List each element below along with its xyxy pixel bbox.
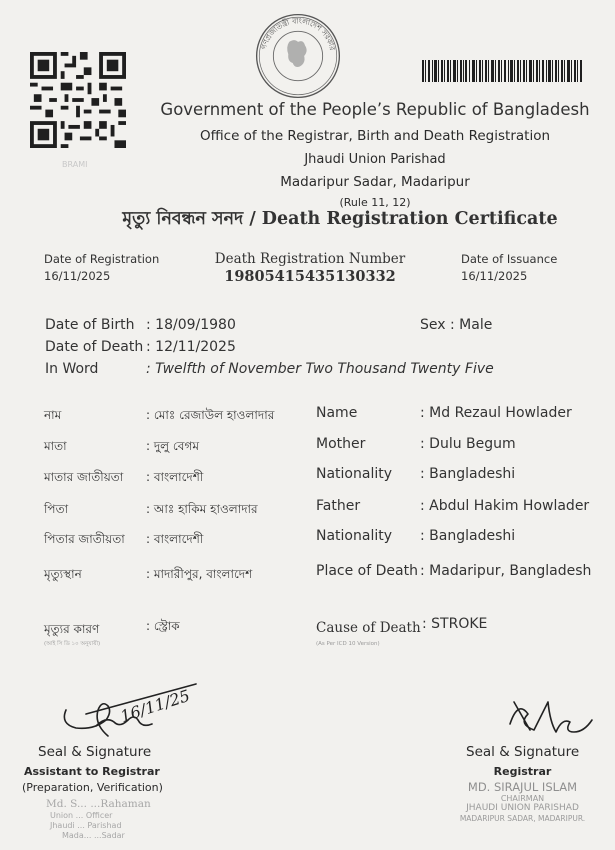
- registrar-title: Registrar: [493, 765, 552, 778]
- qr-code: [30, 52, 126, 148]
- left-seal-signature-label: Seal & Signature: [38, 744, 152, 760]
- bn-father-nationality-label: পিতার জাতীয়তা: [44, 532, 125, 546]
- faint-watermark-text: BRAMI: [62, 160, 88, 169]
- bn-father-label: পিতা: [44, 502, 69, 516]
- bn-name-label: নাম: [44, 408, 62, 422]
- assistant-stamp-line-2: Union ... Officer: [50, 811, 113, 820]
- bn-mother-nationality-label: মাতার জাতীয়তা: [44, 470, 124, 484]
- cause-of-death-value: : STROKE: [422, 616, 488, 632]
- bn-mother-value: : দুলু বেগম: [146, 439, 199, 453]
- place-of-death-label: Place of Death: [316, 563, 418, 579]
- mother-label: Mother: [316, 436, 366, 452]
- registrar-union: JHAUDI UNION PARISHAD: [466, 803, 579, 813]
- icd-note: (As Per ICD 10 Version): [316, 641, 380, 647]
- place-of-death-value: : Madaripur, Bangladesh: [420, 563, 592, 579]
- assistant-subtitle: (Preparation, Verification): [22, 781, 163, 794]
- registrar-name: MD. SIRAJUL ISLAM: [467, 780, 578, 794]
- name-value: : Md Rezaul Howlader: [420, 405, 572, 421]
- birth-date-label: Date of Birth: [45, 317, 135, 333]
- bn-cause-of-death-value: : স্ট্রোক: [146, 619, 180, 633]
- bn-place-of-death-value: : মাদারীপুর, বাংলাদেশ: [146, 567, 253, 581]
- cause-of-death-label: Cause of Death: [316, 620, 421, 636]
- mother-nationality-value: : Bangladeshi: [420, 466, 516, 482]
- bn-place-of-death-label: মৃত্যুস্থান: [44, 567, 82, 581]
- registration-date-value: 16/11/2025: [44, 269, 111, 283]
- assistant-title: Assistant to Registrar: [24, 765, 160, 778]
- bn-father-nationality-value: : বাংলাদেশী: [146, 532, 204, 546]
- right-seal-signature-label: Seal & Signature: [466, 744, 580, 760]
- assistant-stamp-line-1: Md. S... ...Rahaman: [46, 798, 151, 810]
- registration-number-label: Death Registration Number: [214, 251, 406, 267]
- office-heading: Office of the Registrar, Birth and Death Registration: [199, 128, 551, 144]
- in-word-label: In Word: [45, 361, 99, 377]
- bn-icd-note: (আই সি ডি ১০ অনুযায়ী): [44, 641, 101, 647]
- father-value: : Abdul Hakim Howlader: [420, 498, 590, 514]
- in-word-value: : Twelfth of November Two Thousand Twenty Five: [146, 361, 494, 377]
- government-heading: Government of the People’s Republic of Bangladesh: [160, 100, 590, 119]
- union-heading: Jhaudi Union Parishad: [304, 152, 446, 167]
- name-label: Name: [316, 405, 358, 421]
- father-nationality-label: Nationality: [316, 528, 393, 544]
- death-date-label: Date of Death: [45, 339, 144, 355]
- bn-mother-nationality-value: : বাংলাদেশী: [146, 470, 204, 484]
- location-heading: Madaripur Sadar, Madaripur: [280, 174, 470, 190]
- father-label: Father: [316, 498, 361, 514]
- registration-date-label: Date of Registration: [44, 252, 160, 266]
- certificate-title: মৃত্যু নিবন্ধন সনদ / Death Registration Certificate: [122, 209, 558, 229]
- sex-value: Sex : Male: [420, 317, 493, 333]
- bn-mother-label: মাতা: [44, 439, 67, 453]
- assistant-stamp-line-4: Mada... ...Sadar: [62, 831, 125, 840]
- issuance-date-value: 16/11/2025: [461, 269, 528, 283]
- registrar-signature: [500, 694, 600, 742]
- registrar-role: CHAIRMAN: [500, 794, 545, 803]
- mother-nationality-label: Nationality: [316, 466, 393, 482]
- barcode: [422, 60, 582, 82]
- death-date-value: : 12/11/2025: [146, 339, 236, 355]
- assistant-stamp-line-3: Jhaudi ... Parishad: [50, 821, 122, 830]
- rule-reference: (Rule 11, 12): [339, 196, 411, 209]
- bn-father-value: : আঃ হাকিম হাওলাদার: [146, 502, 258, 516]
- issuance-date-label: Date of Issuance: [461, 252, 558, 266]
- government-seal-icon: [254, 12, 342, 100]
- registration-number-value: 19805415435130332: [224, 268, 396, 285]
- seal-text: গণপ্রজাতন্ত্রী বাংলাদেশ সরকার: [259, 16, 338, 52]
- registrar-address: MADARIPUR SADAR, MADARIPUR.: [459, 814, 586, 823]
- father-nationality-value: : Bangladeshi: [420, 528, 516, 544]
- bn-cause-of-death-label: মৃত্যুর কারণ: [44, 622, 100, 636]
- mother-value: : Dulu Begum: [420, 436, 516, 452]
- bn-name-value: : মোঃ রেজাউল হাওলাদার: [146, 408, 275, 422]
- birth-date-value: : 18/09/1980: [146, 317, 236, 333]
- handwritten-date: 16/11/25: [118, 685, 193, 727]
